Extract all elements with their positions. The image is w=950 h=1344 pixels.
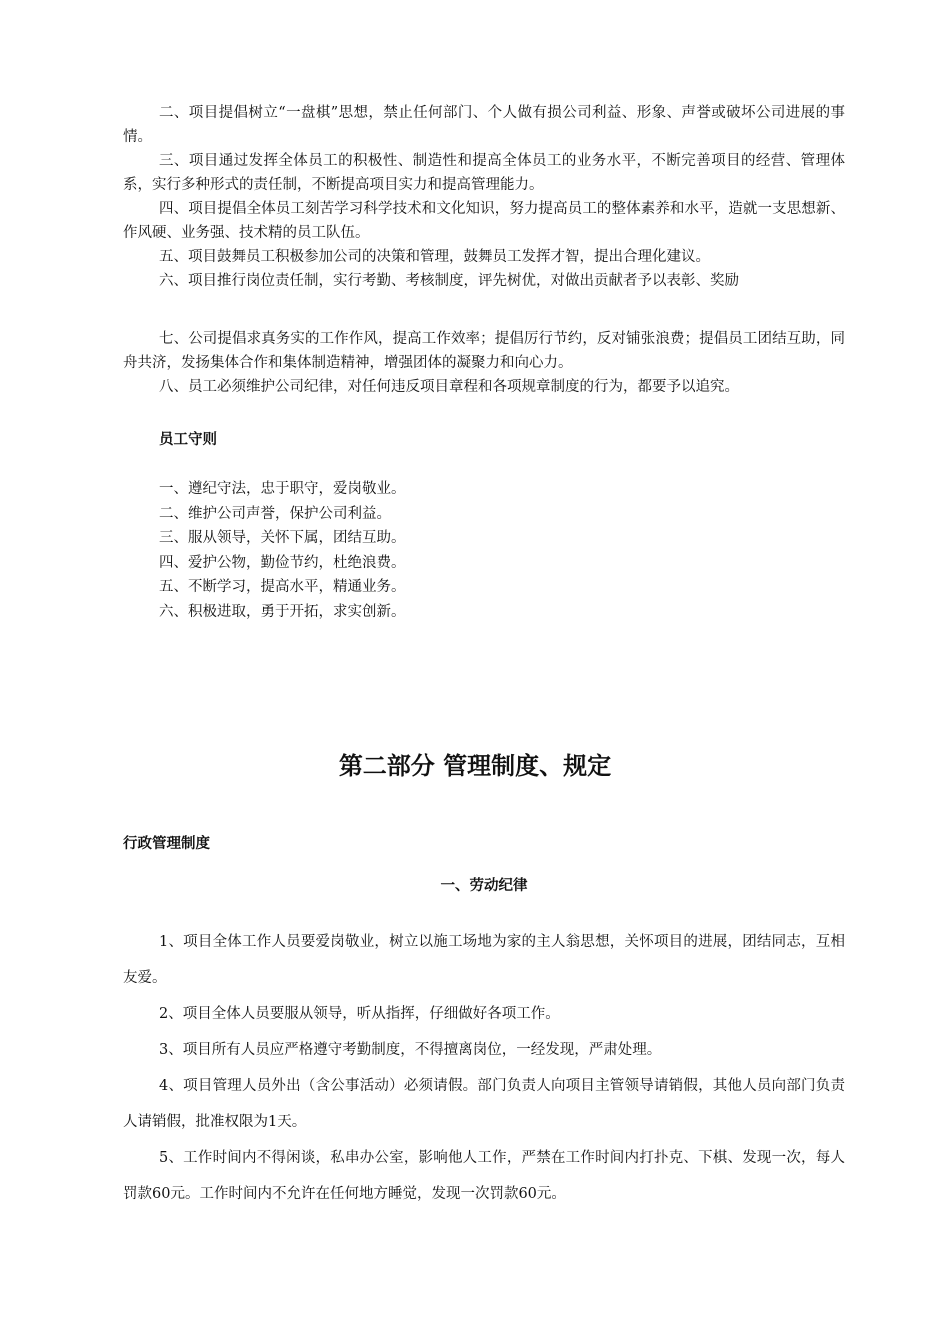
discipline-paragraph-4: 4、项目管理人员外出（含公事活动）必须请假。部门负责人向项目主管领导请销假，其他人员向部门负责人请销假，批准权限为1天。 — [123, 1078, 845, 1130]
rule-item: 六、积极进取，勇于开拓，求实创新。 — [159, 603, 406, 620]
discipline-paragraph-1: 1、项目全体工作人员要爱岗敬业，树立以施工场地为家的主人翁思想，关怀项目的进展，团结同志，互相友爱。 — [123, 934, 845, 986]
section-heading-wrap — [123, 832, 845, 853]
principles-block-a — [123, 101, 845, 293]
labor-discipline-block — [123, 924, 845, 1212]
rule-item: 五、不断学习，提高水平，精通业务。 — [159, 579, 406, 595]
principle-paragraph-3: 三、项目通过发挥全体员工的积极性、制造性和提高全体员工的业务水平，不断完善项目的经营、管理体系，实行多种形式的责任制，不断提高项目实力和提高管理能力。 — [123, 153, 845, 193]
discipline-paragraph-3: 3、项目所有人员应严格遵守考勤制度，不得擅离岗位，一经发现，严肃处理。 — [159, 1042, 662, 1058]
discipline-paragraph-5: 5、工作时间内不得闲谈，私串办公室，影响他人工作，严禁在工作时间内打扑克、下棋、发现一次，每人罚款60元。工作时间内不允许在任何地方睡觉，发现一次罚款60元。 — [123, 1150, 845, 1202]
rules-heading: 员工守则 — [159, 432, 217, 448]
rule-item: 三、服从领导，关怀下属，团结互助。 — [159, 530, 406, 546]
principle-paragraph-8: 八、员工必须维护公司纪律，对任何违反项目章程和各项规章制度的行为，都要予以追究。 — [159, 379, 739, 395]
rule-item: 一、遵纪守法，忠于职守，爱岗敬业。 — [159, 481, 406, 497]
rules-list — [123, 477, 845, 624]
section-heading: 行政管理制度 — [123, 836, 210, 852]
rule-item: 四、爱护公物，勤俭节约，杜绝浪费。 — [159, 554, 406, 571]
principle-paragraph-5: 五、项目鼓舞员工积极参加公司的决策和管理，鼓舞员工发挥才智，提出合理化建议。 — [159, 249, 710, 265]
principle-paragraph-7: 七、公司提倡求真务实的工作作风，提高工作效率；提倡厉行节约，反对铺张浪费；提倡员工团结互助，同舟共济，发扬集体合作和集体制造精神，增强团体的凝聚力和向心力。 — [123, 331, 845, 371]
discipline-paragraph-2: 2、项目全体人员要服从领导，听从指挥，仔细做好各项工作。 — [159, 1006, 560, 1022]
rules-heading-wrap — [123, 428, 845, 449]
subsection-heading: 一、劳动纪律 — [440, 878, 528, 894]
principle-paragraph-6: 六、项目推行岗位责任制，实行考勤、考核制度，评先树优，对做出贡献者予以表彰、奖励 — [159, 273, 739, 289]
rule-item: 二、维护公司声誉，保护公司利益。 — [159, 505, 391, 522]
principle-paragraph-4: 四、项目提倡全体员工刻苦学习科学技术和文化知识，努力提高员工的整体素养和水平，造就一支思想新、作风硬、业务强、技术精的员工队伍。 — [123, 201, 845, 241]
principles-block-b — [123, 327, 845, 399]
principle-paragraph-2: 二、项目提倡树立“一盘棋”思想，禁止任何部门、个人做有损公司利益、形象、声誉或破坏公司进展的事情。 — [123, 105, 845, 145]
part-title: 第二部分 管理制度、规定 — [338, 752, 612, 780]
